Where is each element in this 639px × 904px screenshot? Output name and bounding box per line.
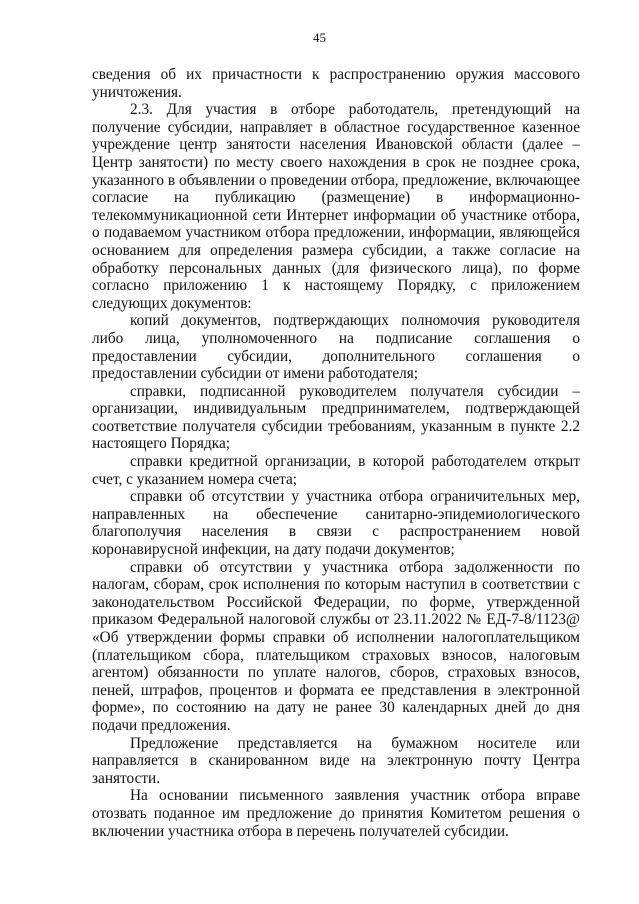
paragraph-authority-documents: копий документов, подтверждающих полномочия руководителя либо лица, уполномоченного на подписание соглашения о предоставлении субсидии, дополнительного соглашения о предоставлении субсидии от имени работодателя; [92, 312, 580, 383]
page-number: 45 [313, 30, 326, 45]
paragraph-continuation: сведения об их причастности к распространению оружия массового уничтожения. [92, 66, 580, 101]
paragraph-tax-certificate: справки об отсутствии у участника отбора задолженности по налогам, сборам, срок исполнения по которым наступил в соответствии с законодательством Российской Федерации, по форме, утвержденной приказом Федеральной налоговой службы от 23.11.2022 № ЕД-7-8/1123@ «Об утверждении формы справки об исполнении налогоплательщиком (плательщиком сбора, плательщиком страховых взносов, налоговым агентом) обязанности по уплате налогов, сборов, страховых взносов, пеней, штрафов, процентов и формата ее представления в электронной форме», по состоянию на дату не ранее 30 календарных дней до дня подачи предложения. [92, 558, 580, 734]
paragraph-2-3-application: 2.3. Для участия в отборе работодатель, претендующий на получение субсидии, направляет в областное государственное казенное учреждение центр занятости населения Ивановской области (далее – Центр занятости) по месту своего нахождения в срок не позднее срока, указанного в объявлении о проведении отбора, предложение, включающее согласие на публикацию (размещение) в информационно-телекоммуникационной сети Интернет информации об участнике отбора, о подаваемом участником отбора предложении, информации, являющейся основанием для определения размера субсидии, а также согласие на обработку персональных данных (для физического лица), по форме согласно приложению 1 к настоящему Порядку, с приложением следующих документов: [92, 101, 580, 312]
paragraph-submission-method: Предложение представляется на бумажном носителе или направляется в сканированном виде на электронную почту Центра занятости. [92, 734, 580, 787]
document-body [92, 66, 580, 840]
paragraph-restrictions-certificate: справки об отсутствии у участника отбора ограничительных мер, направленных на обеспечение санитарно-эпидемиологического благополучия населения в связи с распространением новой коронавирусной инфекции, на дату подачи документов; [92, 488, 580, 559]
paragraph-withdrawal: На основании письменного заявления участник отбора вправе отозвать поданное им предложение до принятия Комитетом решения о включении участника отбора в перечень получателей субсидии. [92, 787, 580, 840]
paragraph-bank-certificate: справки кредитной организации, в которой работодателем открыт счет, с указанием номера счета; [92, 453, 580, 488]
paragraph-compliance-certificate: справки, подписанной руководителем получателя субсидии – организации, индивидуальным предпринимателем, подтверждающей соответствие получателя субсидии требованиям, указанным в пункте 2.2 настоящего Порядка; [92, 382, 580, 453]
